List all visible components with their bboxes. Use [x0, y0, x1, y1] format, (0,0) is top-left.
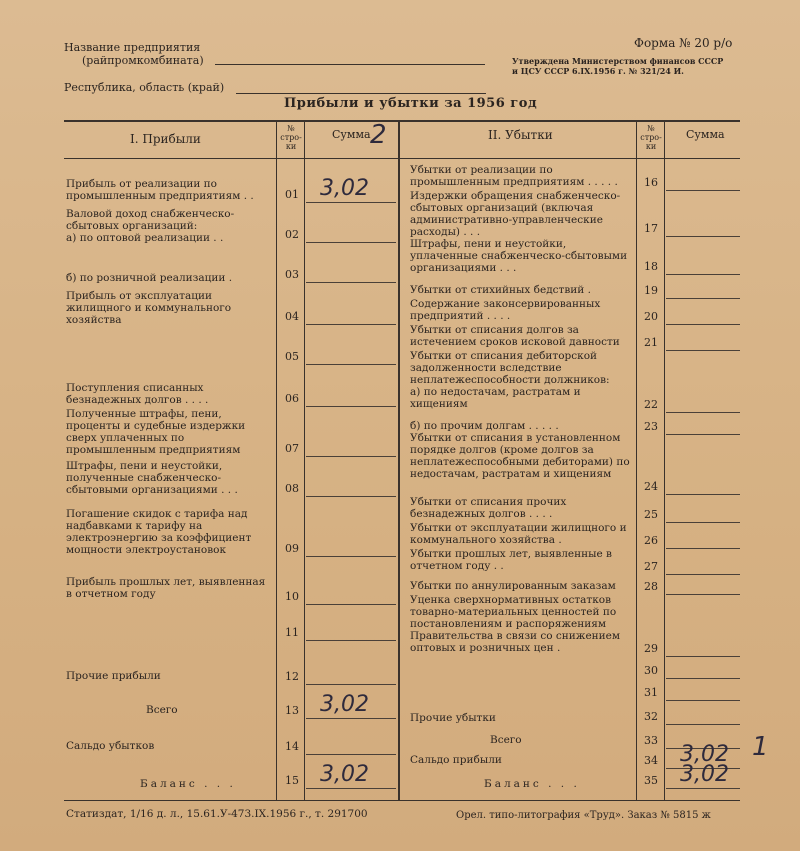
left-rowno-divider [276, 120, 277, 800]
left-sum-line [306, 640, 396, 641]
left-sum-divider [304, 120, 305, 800]
republic-fill-line [236, 93, 486, 94]
right-sum-line [666, 656, 740, 657]
left-row-number: 11 [285, 626, 299, 639]
left-row-number: 05 [285, 350, 299, 363]
right-sum-line [666, 434, 740, 435]
right-sum-line [666, 494, 740, 495]
right-sum-line [666, 274, 740, 275]
left-row-label: Полученные штрафы, пени, проценты и судебные издержки сверх уплаченных по промышленным предприятиям [66, 408, 246, 456]
page-title: Прибыли и убытки за 1956 год [284, 96, 538, 111]
left-row-number: 08 [285, 482, 299, 495]
right-row-label: Убытки от списания дебиторской задолженности вследствие неплатежеспособности должников: а) по недостачам, растратам и хищениям [410, 350, 610, 410]
right-rowno-header: № стро-ки [640, 124, 662, 151]
left-row-label: Всего [146, 704, 178, 716]
left-row-label: б) по розничной реализации . [66, 272, 233, 284]
table-bottom-border [64, 800, 740, 801]
right-section-title: II. Убытки [488, 128, 553, 142]
left-sum-value: 3,02 [320, 176, 369, 201]
left-sum-line [306, 406, 396, 407]
left-rowno-header: № стро-ки [280, 124, 302, 151]
right-row-number: 24 [644, 480, 658, 493]
right-row-number: 31 [644, 686, 658, 699]
right-row-label: Содержание законсервированных предприятий . . . . [410, 298, 601, 322]
right-row-label: Убытки от стихийных бедствий . [410, 284, 591, 296]
footer-left: Статиздат, 1/16 д. л., 15.61.У-473.IX.1956 г., т. 291700 [66, 808, 368, 820]
left-row-label: Прибыль от реализации по промышленным предприятиям . . [66, 178, 254, 202]
left-sum-line [306, 556, 396, 557]
right-row-number: 21 [644, 336, 658, 349]
left-row-number: 12 [285, 670, 299, 683]
right-row-number: 25 [644, 508, 658, 521]
left-sum-line [306, 684, 396, 685]
center-divider [398, 120, 400, 800]
approval-line-1: Утверждена Министерством финансов СССР [512, 56, 724, 66]
left-row-number: 04 [285, 310, 299, 323]
right-row-number: 28 [644, 580, 658, 593]
left-row-number: 14 [285, 740, 299, 753]
footer-right: Орел. типо-литография «Труд». Заказ № 5815 ж [456, 810, 711, 821]
left-sum-line [306, 202, 396, 203]
right-sum-line [666, 700, 740, 701]
right-sum-line [666, 788, 740, 789]
left-section-title: I. Прибыли [130, 132, 201, 146]
right-row-label: Всего [490, 734, 522, 746]
enterprise-sublabel: (райпромкомбината) [82, 54, 204, 67]
left-sum-header: Сумма [332, 128, 371, 141]
left-row-number: 15 [285, 774, 299, 787]
left-row-number: 07 [285, 442, 299, 455]
left-sum-line [306, 754, 396, 755]
republic-label: Республика, область (край) [64, 81, 225, 94]
right-row-number: 17 [644, 222, 658, 235]
left-row-label: Прибыль от эксплуатации жилищного и коммунального хозяйства [66, 290, 232, 326]
right-row-number: 23 [644, 420, 658, 433]
right-sum-line [666, 412, 740, 413]
left-sum-line [306, 242, 396, 243]
right-row-number: 19 [644, 284, 658, 297]
right-sum-value: 3,02 [680, 742, 729, 767]
left-sum-line [306, 282, 396, 283]
right-row-number: 34 [644, 754, 658, 767]
right-row-number: 30 [644, 664, 658, 677]
right-row-label: Убытки от эксплуатации жилищного и коммунального хозяйства . [410, 522, 627, 546]
left-row-label: Прочие прибыли [66, 670, 161, 682]
right-row-label: Издержки обращения снабженческо-сбытовых организаций (включая административно-управленческие расходы) . . . [410, 190, 621, 238]
left-sum-line [306, 718, 396, 719]
enterprise-fill-line [215, 64, 485, 65]
right-row-label: Штрафы, пени и неустойки, уплаченные снабженческо-сбытовыми организациями . . . [410, 238, 628, 274]
left-row-number: 10 [285, 590, 299, 603]
right-row-label: Прочие убытки [410, 712, 496, 724]
right-row-label: Сальдо прибыли [410, 754, 502, 766]
left-sum-line [306, 788, 396, 789]
right-sum-line [666, 548, 740, 549]
left-sum-value: 3,02 [320, 692, 369, 717]
left-row-label: Баланс . . . [140, 778, 236, 790]
left-row-number: 09 [285, 542, 299, 555]
right-row-number: 16 [644, 176, 658, 189]
left-row-number: 06 [285, 392, 299, 405]
approval-line-2: и ЦСУ СССР 6.IX.1956 г. № 321/24 И. [512, 66, 684, 76]
left-row-label: Поступления списанных безнадежных долгов . . . . [66, 382, 209, 406]
left-row-label: Сальдо убытков [66, 740, 155, 752]
left-row-number: 13 [285, 704, 299, 717]
right-row-number: 22 [644, 398, 658, 411]
right-sum-line [666, 678, 740, 679]
right-row-number: 26 [644, 534, 658, 547]
left-row-number: 02 [285, 228, 299, 241]
handwritten-mark-right: 1 [752, 732, 769, 762]
right-sum-line [666, 350, 740, 351]
right-sum-value: 3,02 [680, 762, 729, 787]
table-header-bottom [64, 158, 740, 159]
right-sum-line [666, 236, 740, 237]
right-sum-line [666, 594, 740, 595]
table-top-border [64, 120, 740, 122]
left-row-label: Прибыль прошлых лет, выявленная в отчетном году [66, 576, 266, 600]
right-sum-line [666, 574, 740, 575]
left-sum-line [306, 496, 396, 497]
right-sum-line [666, 724, 740, 725]
right-row-number: 20 [644, 310, 658, 323]
right-row-label: Убытки от реализации по промышленным предприятиям . . . . . [410, 164, 618, 188]
right-row-number: 29 [644, 642, 658, 655]
right-row-number: 18 [644, 260, 658, 273]
form-number: Форма № 20 р/о [634, 36, 733, 50]
left-row-label: Погашение скидок с тарифа над надбавками к тарифу на электроэнергию за коэффициент мощности электроустановок [66, 508, 252, 556]
left-row-label: Штрафы, пени и неустойки, полученные снабженческо-сбытовыми организациями . . . [66, 460, 238, 496]
right-sum-line [666, 324, 740, 325]
right-row-label: Убытки по аннулированным заказам [410, 580, 616, 592]
left-sum-line [306, 604, 396, 605]
right-row-label: Баланс . . . [484, 778, 580, 790]
left-row-label: Валовой доход снабженческо-сбытовых организаций: а) по оптовой реализации . . [66, 208, 235, 244]
right-row-label: б) по прочим долгам . . . . . [410, 420, 559, 432]
left-sum-line [306, 456, 396, 457]
right-sum-line [666, 522, 740, 523]
left-row-number: 03 [285, 268, 299, 281]
right-row-label: Убытки от списания долгов за истечением сроков исковой давности [410, 324, 620, 348]
left-sum-value: 3,02 [320, 762, 369, 787]
right-row-number: 33 [644, 734, 658, 747]
left-sum-line [306, 324, 396, 325]
right-row-label: Убытки от списания в установленном порядке долгов (кроме долгов за неплатежеспособными дебиторами) по недостачам, растратам и хищениям [410, 432, 630, 480]
handwritten-mark-top: 2 [370, 120, 387, 150]
right-sum-header: Сумма [686, 128, 725, 141]
right-row-label: Убытки от списания прочих безнадежных долгов . . . . [410, 496, 567, 520]
right-sum-line [666, 190, 740, 191]
right-row-number: 32 [644, 710, 658, 723]
left-sum-line [306, 364, 396, 365]
right-sum-line [666, 298, 740, 299]
right-row-label: Уценка сверхнормативных остатков товарно-материальных ценностей по постановлениям и распоряжениям Правительства в связи со снижением оптовых и розничных цен . [410, 594, 621, 654]
right-row-number: 35 [644, 774, 658, 787]
enterprise-label: Название предприятия [64, 41, 201, 54]
right-row-label: Убытки прошлых лет, выявленные в отчетном году . . [410, 548, 612, 572]
left-row-number: 01 [285, 188, 299, 201]
right-row-number: 27 [644, 560, 658, 573]
